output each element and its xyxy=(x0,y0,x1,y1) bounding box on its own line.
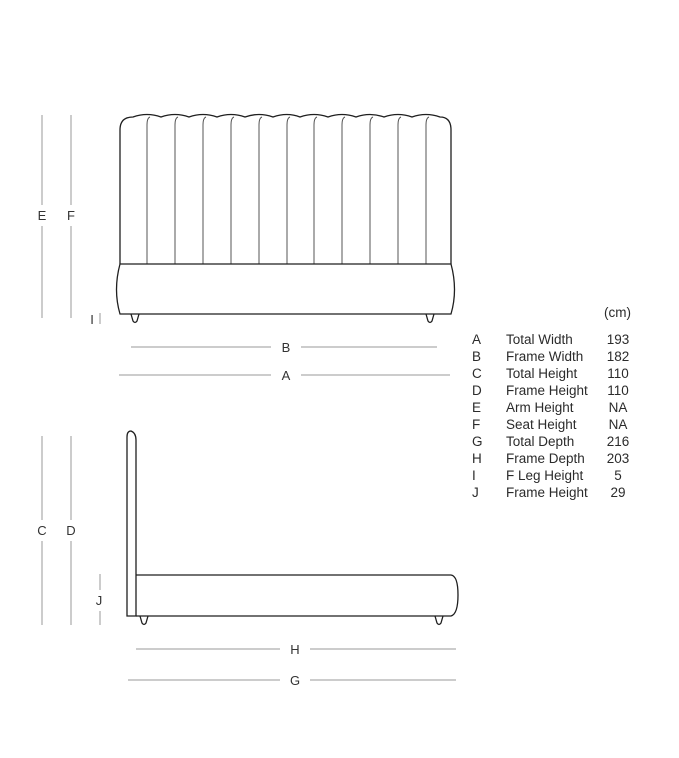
spec-name: Total Width xyxy=(506,332,573,347)
dim-label-i: I xyxy=(90,312,94,327)
headboard-channels xyxy=(147,117,429,264)
spec-name: Total Depth xyxy=(506,434,575,449)
spec-row xyxy=(472,399,642,416)
spec-value: NA xyxy=(608,417,628,432)
dim-label-c: C xyxy=(37,523,47,538)
dim-label-b: B xyxy=(281,340,291,355)
spec-row xyxy=(472,450,642,467)
spec-name: Frame Width xyxy=(506,349,584,364)
unit-label: (cm) xyxy=(604,305,631,320)
spec-value: 110 xyxy=(607,383,629,398)
spec-name: Frame Height xyxy=(506,485,588,500)
dim-label-a: A xyxy=(281,368,291,383)
spec-key: H xyxy=(472,451,482,466)
spec-value: NA xyxy=(608,400,628,415)
spec-key: D xyxy=(472,383,482,398)
spec-row xyxy=(472,433,642,450)
side-leg-left xyxy=(140,616,148,625)
spec-name: Arm Height xyxy=(506,400,574,415)
dim-label-g: G xyxy=(289,673,301,688)
spec-key: F xyxy=(472,417,481,432)
spec-value: 182 xyxy=(606,349,630,364)
front-leg-left xyxy=(131,314,139,323)
spec-row xyxy=(472,416,642,433)
spec-key: G xyxy=(472,434,483,449)
spec-row xyxy=(472,467,642,484)
spec-key: E xyxy=(472,400,482,415)
spec-name: Frame Depth xyxy=(506,451,585,466)
dim-label-e: E xyxy=(37,208,47,223)
spec-name: Frame Height xyxy=(506,383,588,398)
spec-row xyxy=(472,382,642,399)
spec-value: 110 xyxy=(607,366,629,381)
spec-value: 203 xyxy=(606,451,630,466)
spec-value: 216 xyxy=(606,434,630,449)
spec-value: 5 xyxy=(614,468,622,483)
headboard-side xyxy=(127,431,136,616)
headboard-outline xyxy=(120,115,451,265)
spec-name: Total Height xyxy=(506,366,578,381)
spec-key: C xyxy=(472,366,482,381)
side-leg-right xyxy=(435,616,443,625)
spec-name: F Leg Height xyxy=(506,468,584,483)
spec-row xyxy=(472,348,642,365)
spec-value: 29 xyxy=(610,485,626,500)
side-view xyxy=(37,431,458,688)
spec-key: B xyxy=(472,349,482,364)
dim-label-j: J xyxy=(95,593,103,608)
dim-label-f: F xyxy=(67,208,75,223)
dim-label-h: H xyxy=(290,642,300,657)
spec-row xyxy=(472,484,642,501)
spec-key: J xyxy=(472,485,479,500)
spec-value: 193 xyxy=(606,332,630,347)
front-view xyxy=(38,115,455,384)
spec-row xyxy=(472,365,642,382)
dim-label-d: D xyxy=(66,523,76,538)
front-leg-right xyxy=(426,314,434,323)
bed-base-side xyxy=(136,575,458,616)
spec-key: A xyxy=(472,332,482,347)
spec-row xyxy=(472,331,642,348)
bed-base-front xyxy=(117,264,455,314)
spec-key: I xyxy=(472,468,476,483)
spec-name: Seat Height xyxy=(506,417,577,432)
